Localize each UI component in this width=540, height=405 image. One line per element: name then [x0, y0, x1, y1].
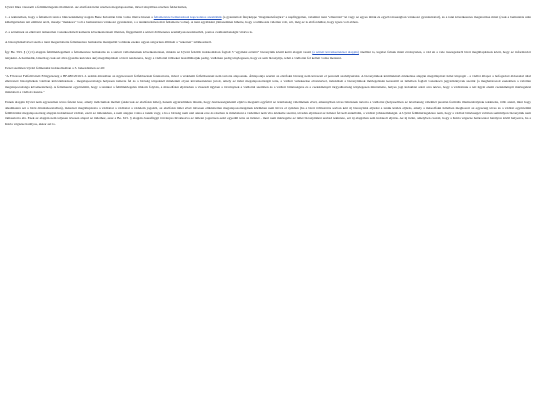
- identification-anomalies-link[interactable]: felismerésre bemutatással kapcsolatos anomáliák: [153, 15, 222, 19]
- point-1-text-before: 1. a tekintetben, hogy a felismerő tanú a bűncselekmény napján Bene Krisztián látta volna illetve hiszen a: [5, 15, 153, 19]
- contrast-paragraph: [5, 66, 531, 71]
- intro-text: Ujvári Imre visszaélt a felülmérlegelés tilalmával. Az elsőfokú ítélet részben megalapozatlan, mivel tényállása részben felderítetlen,: [5, 5, 188, 9]
- conclusion-paragraph: [5, 100, 531, 127]
- evidence-paragraph: [5, 40, 531, 45]
- evidence-text: A bizonyítékelvével szem a tanú megerősítette felismerésre bemutatás manipulált voltának ezekre ugyan szigorúan állítását a "rekerten" találkozásról.: [5, 40, 213, 45]
- point-2-paragraph: [5, 30, 531, 35]
- re-evaluation-paragraph: [5, 50, 531, 61]
- contrast-text: Ezzel szemben Ujvári felmentést indokolásában a 3. bekezdésben az áll:: [5, 65, 105, 70]
- point-1-text-after: (a gyanúsított fényképpe "magántelefonjára" a napfűggetlen, valamint tanú "ellenőrző" ki vagy az egyes látták és egyéb tárasságban várakozó gyanúsítottal), és a tanú következetes magatartása miatt (csak a bemutatás után kihallgatásban tett említést arról, meséje "mekkora" volt a bemutatásra várakozó gyanúsított, s a tanúkörzésben már felismerte volna). A tanú egyébként jóhiszeműen hihette, hogy a találkozás véletlen volt, sőt, még az is elöfordulhat, hogy igaza volt ebben.: [5, 15, 532, 25]
- re-evaluation-text-after: önellátó is, legalsó falnak miatt érvénytelen, a vád én a vele összegzésről bírói megállapítások közti, hogy az információt tényként. A harmadik, látszólag csak azt ábra (gazdás kulcsára aki) megállapítását a bírói rendszerre, hogy a vádlottal többeket leszállíthatjuk pedig, vádlókan pedig ténylegesen, hogy ez sem bizonyítja, tehát a vádlottat fel kellett volna menteni.: [5, 50, 531, 60]
- conclusion-text: Ennek alapján Ujvári nem egyszerűen téves felelet lesz, amely indiciumok mellett (akárcsak az elsőfokú ítélet), hanem egyértelműen látszik, hogy önérzességtelenül eljárva megsérti egyfelől az ártatlanság vélelmének elvét, amennyiben téves bűnösnek tartotta a vádlottat (helyesebben az ártatlanság vélelmét pusztán formális illemszabálynak tekintette, tőbb annál, mint hogy alkalmazná azt a bírói döntéshozatalban), másrészt megállapította a vádlottat a vádlottat a védelem jogaitól, az elsőfokú ítélet elvét ítévesen elütésítetlen megalapozottságának körűkben nem hivva el syikban (ha a bírói többszörös sorban kért új bizonyítási eljárást a tanúk közlés eljárás, amely a másodfokú ítéletben meghozott az egyezség téves és a vádlott egyértelmű felülbírálást megalapozottság alapján indoklással vádlott, ezért az ítéletekben, a nem alapjan volna a tanúk vagy, s ha a bíróság nem utal annak erre és részben is minősíteni a védelmet nem vita értékelte szerint, tévedés eljárással az ítéletet fel kell annullálni, a vádlott jóhiszeműségét. A Ujvári felülmérlegelésre nem, hogy a vádlott bűnösségét valóban semmilyen bizonyíték nem támasztotta alá. Ezek az alapján nem teljesen tévesen alapul az ítélethez, azaz a Be. 615. § alapján összefüggő törvényes hivatkozva az ítéletet jogerősen ezért egyedül tette az ítéletet - mert nem mérlegelte az ítélet bizonyítékát szabad tekintete, ezt új alapjában sem indokolt eljárás. Az új ítélet, amelyben csatolt, hogy a Kúria végezze határozatot hatályon kívül helyezve, ha a Kúria végzése hatályos, akkor azt is.: [5, 100, 531, 126]
- point-2-text: 2. a sértettnek az elkövető ismeretlen vonatkozásbeli kamerás következtetéseit illetően, függetlenül a sértett döbbenetes személyazonosításaiból, pontos csalhatatlanságát vitatva is.: [5, 30, 253, 35]
- point-1-paragraph: [5, 15, 531, 26]
- quoted-paragraph: [5, 74, 531, 96]
- intro-paragraph: [5, 5, 531, 10]
- re-evaluation-text-before: Így Be. 593. § (1) b) alapján felülmérlegelheti a felismerésre bemutatás és a sértett vallomásának következtetései, miután az Ujvári felsőbb indokolásban foglalt 3 "egymást erősítő" bizonyíték közül kettő alapját veszti: [5, 50, 312, 55]
- quoted-text: "A Fővárosi Felfebbviteli Főügyészség a BF.480/2016/1-I. számú átiratában az úgynevezett felfebbezését fenntartotta, mivel a védelemi felfebbezését nem tartotta alaposnak. Álláspontja szerint az elsőfokú bíróság nem kövezett el perrendi szabálysértést. A bizonyítékok körültekintő értékelése alapján megállapított ítélet lényegét - a vádlót állapot a befogadott áldozattal által elkövetett bizonyítékok valóban kölcsönhatások - megalapozottsága helyesen ismerte fel és a bíróság tényeknél mindenkit olyan következtetésre jutott, amely az ítélet megalapozottságát tette, a vádlott védekezése elvetésével, indoklását a bizonyítékok mérlegelésén keresztül az ítéletben foglalt vonatkozó jegyzőkönyvek szerint (a meghatározott esetekben a valótlan megalapozottsága következtében). A felismerést egyértelmű, hogy a tanúkat a felülmérlegelés tilalom folytán, a másodfokú eljárásban a visszadt ügyben a törvénynek a vádlottal szemben és a vádlott bűnösségére és a cselekményét tárgyalhatóság ténylegesen minősítette, helyes jogi indoklást adott arra nézve, hogy a vádlottnak a tett ügyét elemi cselekményét mérlegelési minősített a vádlott részére.": [5, 74, 531, 95]
- victim-conclusions-link[interactable]: (a sértett következtetései alapján): [312, 50, 359, 55]
